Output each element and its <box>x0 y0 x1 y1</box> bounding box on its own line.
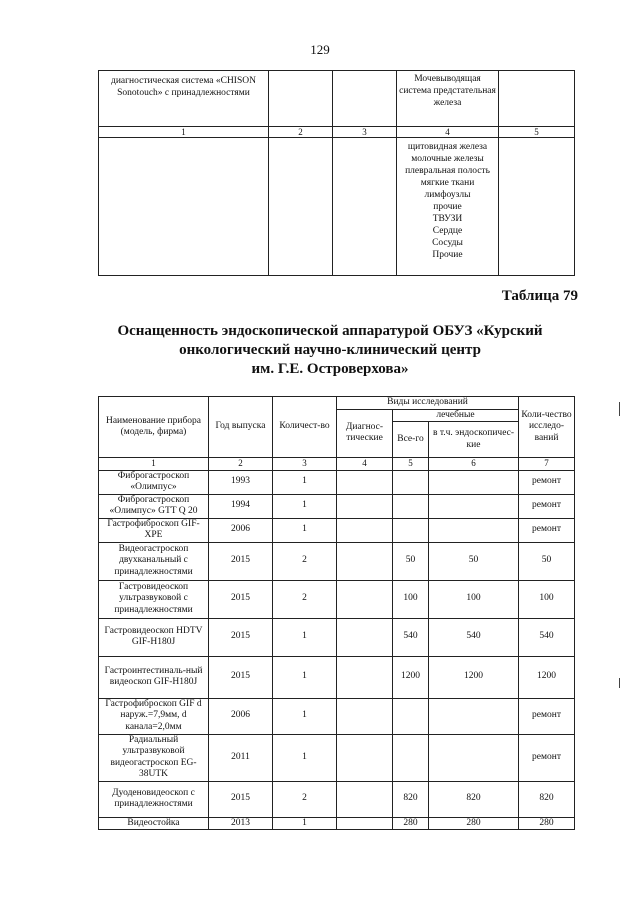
device-name-cell: диагностическая система «CHISON Sonotouch» с принадлежностями <box>99 71 269 127</box>
column-number: 6 <box>429 458 519 471</box>
quantity-cell: 2 <box>273 781 337 817</box>
endoscopy-equipment-table <box>98 396 575 830</box>
year-cell: 2006 <box>209 518 273 542</box>
device-name-cell: Фиброгастроскоп «Олимпус» GTT Q 20 <box>99 494 209 518</box>
column-number: 3 <box>273 458 337 471</box>
list-item: щитовидная железа <box>407 142 488 152</box>
count-cell: 280 <box>519 817 575 830</box>
table-row <box>99 656 575 698</box>
quantity-cell: 1 <box>273 656 337 698</box>
exam-list-cell <box>397 138 499 276</box>
table-row <box>99 698 575 734</box>
column-number: 4 <box>337 458 393 471</box>
header-year: Год выпуска <box>209 397 273 458</box>
count-cell: 100 <box>519 580 575 618</box>
device-name-cell: Радиальный ультразвуковой видеогастроскоп EG-38UTK <box>99 734 209 781</box>
empty-cell <box>333 71 397 127</box>
scan-margin-mark <box>619 678 620 688</box>
table-row <box>99 542 575 580</box>
quantity-cell: 1 <box>273 734 337 781</box>
total-cell <box>393 470 429 494</box>
diagnostic-cell <box>337 656 393 698</box>
count-cell: 50 <box>519 542 575 580</box>
table-row <box>99 618 575 656</box>
table-label: Таблица 79 <box>501 288 578 304</box>
count-cell: ремонт <box>519 494 575 518</box>
table-row <box>99 518 575 542</box>
endoscopic-cell <box>429 734 519 781</box>
total-cell <box>393 518 429 542</box>
empty-cell <box>269 71 333 127</box>
year-cell: 2013 <box>209 817 273 830</box>
diagnostic-cell <box>337 817 393 830</box>
endoscopic-cell: 100 <box>429 580 519 618</box>
device-name-cell: Гастровидеоскоп ультразвуковой с принадлежностями <box>99 580 209 618</box>
empty-cell <box>269 138 333 276</box>
count-cell: ремонт <box>519 734 575 781</box>
table-row <box>99 71 575 127</box>
endoscopic-cell <box>429 494 519 518</box>
table-row <box>99 494 575 518</box>
header-types: Виды исследований <box>337 397 519 410</box>
device-name-cell: Гастрофиброскоп GIF d наруж.=7,9мм, d канала=2,0мм <box>99 698 209 734</box>
year-cell: 2006 <box>209 698 273 734</box>
diagnostic-cell <box>337 494 393 518</box>
device-name-cell: Видеогастроскоп двухканальный с принадлежностями <box>99 542 209 580</box>
table-row <box>99 817 575 830</box>
quantity-cell: 2 <box>273 542 337 580</box>
empty-cell <box>499 138 575 276</box>
column-number-row <box>99 458 575 471</box>
page-number: 129 <box>310 42 330 57</box>
count-cell: ремонт <box>519 470 575 494</box>
list-item: Сердце <box>432 226 463 236</box>
column-number: 2 <box>209 458 273 471</box>
column-number: 1 <box>99 458 209 471</box>
diagnostic-cell <box>337 518 393 542</box>
diagnostic-cell <box>337 580 393 618</box>
title-line: Оснащенность эндоскопической аппаратурой ОБУЗ «Курский <box>117 323 543 339</box>
table-row <box>99 734 575 781</box>
total-cell: 280 <box>393 817 429 830</box>
year-cell: 2015 <box>209 542 273 580</box>
device-name-cell: Гастровидеоскоп HDTV GIF-H180J <box>99 618 209 656</box>
list-item: ТВУЗИ <box>432 214 463 224</box>
count-cell: 820 <box>519 781 575 817</box>
empty-cell <box>99 138 269 276</box>
year-cell: 2015 <box>209 781 273 817</box>
list-item: плевральная полость <box>405 166 490 176</box>
device-name-cell: Фиброгастроскоп «Олимпус» <box>99 470 209 494</box>
header-name: Наименование прибора (модель, фирма) <box>99 397 209 458</box>
diagnostic-cell <box>337 618 393 656</box>
list-item: молочные железы <box>411 154 484 164</box>
list-item: прочие <box>433 202 462 212</box>
column-number: 4 <box>397 127 499 138</box>
total-cell: 540 <box>393 618 429 656</box>
count-cell: ремонт <box>519 698 575 734</box>
empty-cell <box>499 71 575 127</box>
endoscopic-cell <box>429 698 519 734</box>
year-cell: 2011 <box>209 734 273 781</box>
empty-cell <box>333 138 397 276</box>
total-cell: 1200 <box>393 656 429 698</box>
list-item: Прочие <box>432 250 463 260</box>
year-cell: 1993 <box>209 470 273 494</box>
quantity-cell: 1 <box>273 470 337 494</box>
total-cell <box>393 698 429 734</box>
endoscopic-cell: 820 <box>429 781 519 817</box>
column-number-row <box>99 127 575 138</box>
table-row <box>99 781 575 817</box>
year-cell: 2015 <box>209 618 273 656</box>
diagnostic-cell <box>337 734 393 781</box>
total-cell: 50 <box>393 542 429 580</box>
column-number: 5 <box>499 127 575 138</box>
year-cell: 2015 <box>209 580 273 618</box>
endoscopic-cell: 280 <box>429 817 519 830</box>
device-name-cell: Гастроинтестиналь-ный видеоскоп GIF-H180J <box>99 656 209 698</box>
header-quantity: Количест-во <box>273 397 337 458</box>
quantity-cell: 1 <box>273 494 337 518</box>
header-total: Все-го <box>393 422 429 458</box>
quantity-cell: 2 <box>273 580 337 618</box>
quantity-cell: 1 <box>273 817 337 830</box>
column-number: 3 <box>333 127 397 138</box>
count-cell: 1200 <box>519 656 575 698</box>
endoscopic-cell <box>429 470 519 494</box>
diagnostic-cell <box>337 698 393 734</box>
list-item: Сосуды <box>432 238 463 248</box>
column-number: 7 <box>519 458 575 471</box>
count-cell: ремонт <box>519 518 575 542</box>
quantity-cell: 1 <box>273 698 337 734</box>
title-line: им. Г.Е. Островерхова» <box>251 361 409 377</box>
diagnostic-cell <box>337 542 393 580</box>
endoscopic-cell: 540 <box>429 618 519 656</box>
continued-table <box>98 70 575 276</box>
total-cell: 820 <box>393 781 429 817</box>
endoscopic-cell: 1200 <box>429 656 519 698</box>
total-cell <box>393 494 429 518</box>
total-cell <box>393 734 429 781</box>
quantity-cell: 1 <box>273 618 337 656</box>
column-number: 2 <box>269 127 333 138</box>
table-row <box>99 138 575 276</box>
year-cell: 1994 <box>209 494 273 518</box>
exam-cell: Мочевыводящая система предстательная железа <box>397 71 499 127</box>
quantity-cell: 1 <box>273 518 337 542</box>
device-name-cell: Видеостойка <box>99 817 209 830</box>
header-count: Коли-чество исследо-ваний <box>519 397 575 458</box>
endoscopic-cell: 50 <box>429 542 519 580</box>
table-row <box>99 580 575 618</box>
header-endoscopic: в т.ч. эндоскопичес-кие <box>429 422 519 458</box>
title-line: онкологический научно-клинический центр <box>179 342 481 358</box>
column-number: 1 <box>99 127 269 138</box>
diagnostic-cell <box>337 470 393 494</box>
device-name-cell: Дуоденовидеоскоп с принадлежностями <box>99 781 209 817</box>
scan-margin-mark <box>619 402 620 416</box>
year-cell: 2015 <box>209 656 273 698</box>
diagnostic-cell <box>337 781 393 817</box>
table-row <box>99 470 575 494</box>
total-cell: 100 <box>393 580 429 618</box>
count-cell: 540 <box>519 618 575 656</box>
column-number: 5 <box>393 458 429 471</box>
header-diagnostic: Диагнос-тические <box>337 409 393 458</box>
device-name-cell: Гастрофиброскоп GIF-XPE <box>99 518 209 542</box>
list-item: лимфоузлы <box>424 190 471 200</box>
list-item: мягкие ткани <box>420 178 475 188</box>
endoscopic-cell <box>429 518 519 542</box>
table-title <box>60 322 600 379</box>
header-therapeutic: лечебные <box>393 409 519 422</box>
